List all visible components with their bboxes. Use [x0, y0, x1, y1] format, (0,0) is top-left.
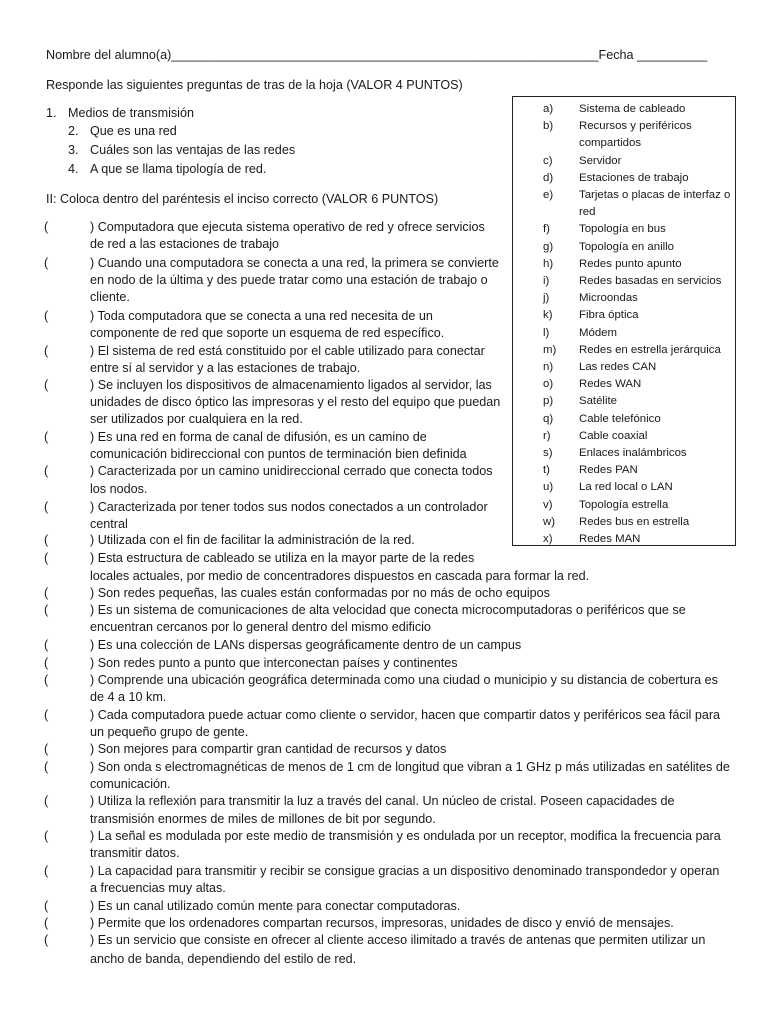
answer-parenthesis[interactable]: (	[44, 309, 49, 323]
question-4-number: 4.	[68, 162, 79, 176]
matching-statement-line: comunicación bidireccional con puntos de terminación bien definida	[90, 447, 467, 461]
option-text: Topología estrella	[579, 498, 669, 511]
matching-statement-line: componente de red que soporte un esquema de red específico.	[90, 326, 445, 340]
option-letter: x)	[543, 533, 553, 545]
option-item	[543, 118, 733, 134]
option-item	[543, 135, 733, 151]
option-item	[543, 411, 733, 427]
option-letter: u)	[543, 481, 554, 494]
matching-statement-line: central	[90, 517, 128, 531]
option-letter: p)	[543, 395, 554, 408]
option-text: Topología en bus	[579, 223, 666, 236]
option-item	[543, 187, 733, 203]
option-item	[543, 290, 733, 306]
answer-parenthesis[interactable]: (	[44, 533, 49, 547]
option-letter: a)	[543, 103, 554, 115]
option-text: Sistema de cableado	[579, 103, 686, 115]
matching-statement-line: ) Toda computadora que se conecta a una red necesita de un	[90, 309, 433, 323]
answer-parenthesis[interactable]: (	[44, 673, 49, 687]
option-letter: i)	[543, 275, 550, 287]
option-item	[543, 239, 733, 255]
matching-statement-line: ) Cuando una computadora se conecta a una red, la primera se convierte	[90, 256, 499, 270]
answer-parenthesis[interactable]: (	[44, 638, 49, 652]
option-text: Redes punto apunto	[579, 257, 682, 270]
option-text: Satélite	[579, 395, 617, 408]
option-item	[543, 428, 733, 444]
matching-statement-line: unidades de disco óptico las impresoras y el resto del equipo que puedan	[90, 395, 501, 409]
answer-options-box	[512, 96, 736, 546]
answer-parenthesis[interactable]: (	[44, 656, 49, 670]
option-letter: s)	[543, 447, 553, 459]
answer-parenthesis[interactable]: (	[44, 742, 49, 756]
matching-statement-line: ) Cada computadora puede actuar como cliente o servidor, hacen que compartir datos y periféricos sea fácil para	[90, 708, 721, 722]
matching-statement-line: ) Es una red en forma de canal de difusión, es un camino de	[90, 430, 427, 444]
option-text: Redes basadas en servicios	[579, 275, 722, 287]
answer-parenthesis[interactable]: (	[44, 430, 49, 444]
matching-statement-line: cliente.	[90, 290, 130, 304]
option-text: red	[579, 206, 596, 219]
matching-statement-line: ) Es una colección de LANs dispersas geográficamente dentro de un campus	[90, 638, 522, 652]
option-item	[543, 342, 733, 358]
option-item	[543, 359, 733, 375]
option-letter: n)	[543, 361, 554, 373]
instructions-heading: Responde las siguientes preguntas de tras de la hoja (VALOR 4 PUNTOS)	[46, 78, 463, 92]
answer-parenthesis[interactable]: (	[44, 256, 49, 270]
matching-statement-line: transmitir datos.	[90, 846, 180, 860]
matching-statement-line: ) Comprende una ubicación geográfica determinada como una ciudad o municipio y su distancia de cobertura es	[90, 673, 718, 687]
option-letter: q)	[543, 412, 554, 425]
option-text: Redes bus en estrella	[579, 515, 690, 528]
option-text: Estaciones de trabajo	[579, 171, 689, 184]
section-2-title: II: Coloca dentro del paréntesis el inciso correcto (VALOR 6 PUNTOS)	[46, 192, 439, 206]
matching-statement-line: entre sí al servidor y a las estaciones de trabajo.	[90, 361, 361, 375]
matching-statement-line: ) Caracterizada por tener todos sus nodos conectados a un controlador	[90, 500, 488, 514]
matching-statement-line: locales actuales, por medio de concentradores dispuestos en cascada para formar la red.	[90, 569, 590, 583]
answer-parenthesis[interactable]: (	[44, 933, 49, 947]
option-text: Redes PAN	[579, 464, 638, 477]
matching-statement-line: ) Es un canal utilizado común mente para conectar computadoras.	[90, 899, 461, 913]
option-text: Topología en anillo	[579, 240, 674, 253]
option-item	[543, 514, 733, 530]
matching-statement-line: ) Son mejores para compartir gran cantidad de recursos y datos	[90, 742, 447, 756]
matching-statement-line: los nodos.	[90, 482, 148, 496]
matching-statement-line: ) Caracterizada por un camino unidireccional cerrado que conecta todos	[90, 464, 493, 478]
option-item	[543, 170, 733, 186]
option-item	[543, 497, 733, 513]
option-item	[543, 376, 733, 392]
option-text: Redes en estrella jerárquica	[579, 343, 721, 356]
option-item	[543, 393, 733, 409]
question-3-text: Cuáles son las ventajas de las redes	[90, 143, 296, 157]
matching-statement-line: ) Esta estructura de cableado se utiliza en la mayor parte de la redes	[90, 551, 475, 565]
matching-statement-line: ) La capacidad para transmitir y recibir se consigue gracias a un dispositivo denominado transpondedor y operan	[90, 864, 720, 878]
matching-statement-line: ) Es un sistema de comunicaciones de alta velocidad que conecta microcomputadoras o periféricos que se	[90, 603, 686, 617]
option-text: Cable coaxial	[579, 429, 648, 442]
matching-statement-line: de red a las estaciones de trabajo	[90, 237, 280, 251]
answer-parenthesis[interactable]: (	[44, 916, 49, 930]
option-text: Microondas	[579, 292, 638, 305]
option-text: Cable telefónico	[579, 412, 661, 425]
matching-statement-line: ) Son onda s electromagnéticas de menos de 1 cm de longitud que vibran a 1 GHz p más utilizadas en satélites de	[90, 760, 730, 774]
option-item	[543, 325, 733, 341]
option-letter: e)	[543, 189, 554, 201]
matching-statement-line: ) Permite que los ordenadores compartan recursos, impresoras, unidades de disco y envió de mensajes.	[90, 916, 674, 930]
option-letter: c)	[543, 154, 553, 167]
option-item	[543, 221, 733, 237]
option-text: La red local o LAN	[579, 481, 673, 494]
option-text: Servidor	[579, 154, 622, 167]
option-item	[543, 307, 733, 323]
matching-statement-line: ) Son redes pequeñas, las cuales están conformadas por no más de ocho equipos	[90, 586, 550, 600]
answer-parenthesis[interactable]: (	[44, 708, 49, 722]
question-3-number: 3.	[68, 143, 79, 157]
question-2-number: 2.	[68, 124, 79, 138]
option-item	[543, 273, 733, 289]
answer-parenthesis[interactable]: (	[44, 829, 49, 843]
matching-statement-line: comunicación.	[90, 777, 171, 791]
answer-parenthesis[interactable]: (	[44, 899, 49, 913]
option-letter: h)	[543, 257, 554, 270]
answer-parenthesis[interactable]: (	[44, 794, 49, 808]
option-text: Fibra óptica	[579, 309, 639, 322]
answer-parenthesis[interactable]: (	[44, 551, 49, 565]
option-letter: m)	[543, 343, 557, 356]
matching-statement-line: transmisión enormes de miles de millones de bit por segundo.	[90, 812, 436, 826]
answer-parenthesis[interactable]: (	[44, 760, 49, 774]
option-letter: k)	[543, 309, 553, 322]
option-text: Las redes CAN	[579, 361, 657, 373]
option-letter: l)	[543, 326, 550, 339]
option-letter: o)	[543, 378, 554, 391]
matching-statement-line: ancho de banda, dependiendo del estilo de red.	[90, 952, 357, 966]
option-text: compartidos	[579, 137, 642, 150]
question-1-text: Medios de transmisión	[68, 106, 194, 120]
answer-parenthesis[interactable]: (	[44, 378, 49, 392]
option-item	[543, 256, 733, 272]
matching-statement-line: un pequeño grupo de gente.	[90, 725, 249, 739]
option-letter: b)	[543, 120, 554, 133]
option-item	[543, 479, 733, 495]
option-letter: f)	[543, 223, 550, 236]
matching-statement-line: en nodo de la última y des puede tratar como una estación de trabajo o	[90, 273, 488, 287]
option-letter: w)	[543, 515, 556, 528]
option-item	[543, 445, 733, 461]
option-letter: j)	[543, 292, 550, 305]
option-item	[543, 153, 733, 169]
matching-statement-line: ) Computadora que ejecuta sistema operativo de red y ofrece servicios	[90, 220, 485, 234]
option-text: Tarjetas o placas de interfaz o	[579, 189, 731, 201]
option-item	[543, 101, 733, 117]
question-2-text: Que es una red	[90, 124, 177, 138]
answer-parenthesis[interactable]: (	[44, 586, 49, 600]
question-4-text: A que se llama tipología de red.	[90, 162, 267, 176]
option-item	[543, 462, 733, 478]
option-letter: t)	[543, 464, 550, 477]
student-name-date-line: Nombre del alumno(a)_____________________________________________________________Fecha __________	[46, 48, 708, 62]
option-text: Redes WAN	[579, 378, 642, 391]
answer-parenthesis[interactable]: (	[44, 464, 49, 478]
matching-statement-line: ) Utiliza la reflexión para transmitir la luz a través del canal. Un núcleo de cristal. Poseen capacidades de	[90, 794, 675, 808]
option-letter: g)	[543, 240, 554, 253]
matching-statement-line: ) La señal es modulada por este medio de transmisión y es ondulada por un receptor, modifica la frecuencia para	[90, 829, 721, 843]
option-item	[543, 531, 733, 547]
matching-statement-line: de 4 a 10 km.	[90, 690, 167, 704]
question-1-number: 1.	[46, 106, 57, 120]
option-letter: d)	[543, 171, 554, 184]
option-letter: v)	[543, 498, 553, 511]
matching-statement-line: ) Es un servicio que consiste en ofrecer al cliente acceso ilimitado a través de antenas que permiten utilizar un	[90, 933, 706, 947]
option-text: Enlaces inalámbricos	[579, 447, 687, 459]
matching-statement-line: a frecuencias muy altas.	[90, 881, 226, 895]
answer-parenthesis[interactable]: (	[44, 603, 49, 617]
answer-parenthesis[interactable]: (	[44, 344, 49, 358]
matching-statement-line: encuentran cercanos por lo general dentro del mismo edificio	[90, 620, 431, 634]
matching-statement-line: ) Son redes punto a punto que interconectan países y continentes	[90, 656, 458, 670]
option-letter: r)	[543, 429, 551, 442]
matching-statement-line: ) Se incluyen los dispositivos de almacenamiento ligados al servidor, las	[90, 378, 492, 392]
option-text: Recursos y periféricos	[579, 120, 692, 133]
matching-statement-line: ser utilizados por cualquiera en la red.	[90, 412, 303, 426]
matching-statement-line: ) Utilizada con el fin de facilitar la administración de la red.	[90, 533, 415, 547]
answer-parenthesis[interactable]: (	[44, 864, 49, 878]
answer-parenthesis[interactable]: (	[44, 220, 49, 234]
option-text: Redes MAN	[579, 533, 641, 545]
answer-parenthesis[interactable]: (	[44, 500, 49, 514]
option-text: Módem	[579, 326, 617, 339]
matching-statement-line: ) El sistema de red está constituido por el cable utilizado para conectar	[90, 344, 485, 358]
option-item	[543, 204, 733, 220]
